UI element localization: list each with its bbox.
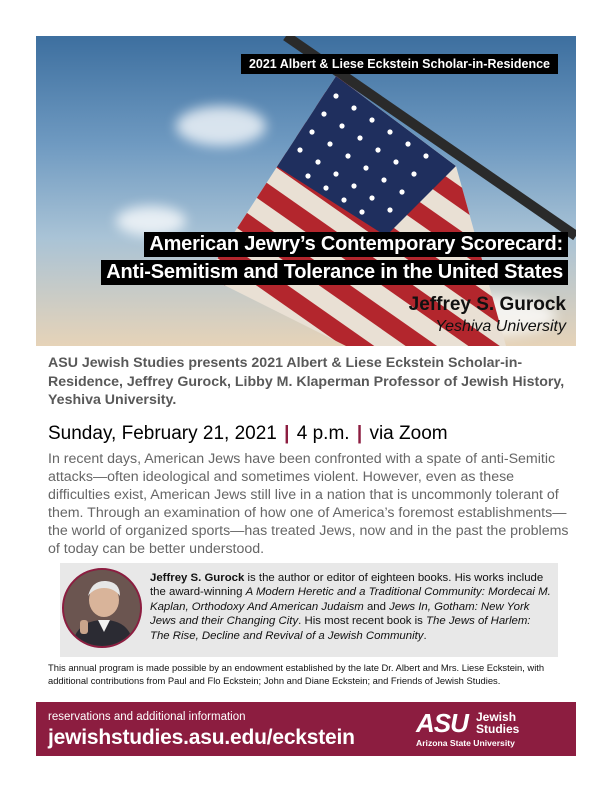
logo-university-name: Arizona State University [416,738,515,748]
reservations-label: reservations and additional information [48,711,246,723]
asu-logo-mark: ASU [416,708,468,738]
bio-part: and [363,600,390,613]
separator: | [284,423,290,444]
event-description: In recent days, American Jews have been confronted with a spate of anti-Semitic attacks—often ideological and sometimes violent. However, even as these difficulties exist, American Jews still live in a nation that is uncommonly tolerant of them. Through an examination of how one of America’s foremost establishments—the world of organized sports—has treated Jews, now and in the past the problems of today can be better understood. [48,451,569,557]
book-title: A Modern Heretic and a Traditional Community: Mordecai M. Kaplan, Orthodoxy And American Judaism [150,586,551,613]
bio-text [150,571,552,643]
event-venue: via Zoom [369,423,448,444]
speaker-name: Jeffrey S. Gurock [408,294,566,315]
event-time: 4 p.m. [296,423,350,444]
asu-jewish-studies-logo [416,708,566,752]
endowment-credit: This annual program is made possible by an endowment established by the late Dr. Albert and Mrs. Liese Eckstein, with additional contributions from Paul and Flo Eckstein; John and Diane Eckstein; and Friends of Jewish Studies. [48,662,545,686]
bio-box [60,563,558,657]
footer-bar [36,702,576,756]
series-eyebrow: 2021 Albert & Liese Eckstein Scholar-in-Residence [241,54,558,74]
speaker-affiliation: Yeshiva University [435,318,566,335]
speaker-portrait-icon [64,570,140,646]
book-title: Jews In, Gotham: New York Jews and their Changing City [150,600,530,628]
separator: | [356,423,363,444]
event-title-line-1: American Jewry’s Contemporary Scorecard: [144,232,568,257]
speaker-block [409,294,566,336]
bio-part: . His most recent book is [298,615,427,628]
logo-line-1: Jewish [476,710,517,724]
bio-part: is the author or editor of eighteen books. His works include the award-winning [150,572,544,599]
event-title [101,232,568,288]
intro-text: ASU Jewish Studies presents 2021 Albert & Liese Eckstein Scholar-in-Residence, Jeffrey Gurock, Libby M. Klaperman Professor of Jewish History, Yeshiva University. [48,355,565,408]
event-datetime [48,423,448,445]
event-title-line-2: Anti-Semitism and Tolerance in the United States [101,260,568,285]
book-title: The Jews of Harlem: The Rise, Decline and Revival of a Jewish Community [150,615,531,642]
event-date: Sunday, February 21, 2021 [48,423,277,444]
hero-image [36,36,576,346]
bio-name: Jeffrey S. Gurock [150,572,245,584]
bio-part: . [423,629,427,642]
logo-unit-name [476,711,519,735]
speaker-photo [62,568,142,648]
website-link[interactable]: jewishstudies.asu.edu/eckstein [48,726,355,749]
logo-line-2: Studies [476,722,520,736]
